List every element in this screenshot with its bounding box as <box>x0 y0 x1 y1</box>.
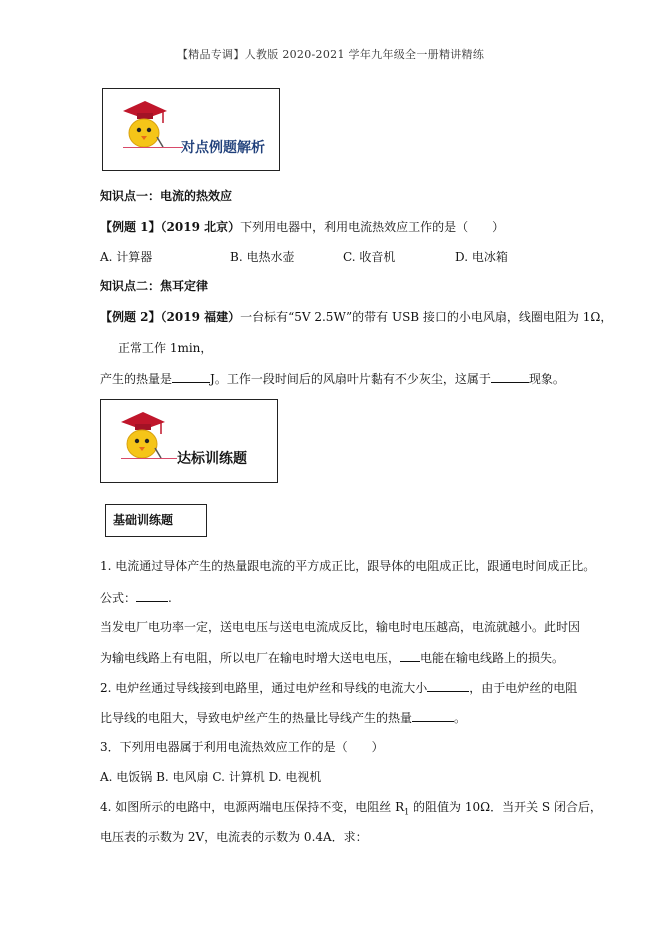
text-fragment: 产生的热量是 <box>100 372 173 386</box>
q1-line-3: 当发电厂电功率一定，送电电压与送电电流成反比，输电时电压越高，电流就越小。此时因 <box>100 620 581 634</box>
text-fragment: 比导线的电阻大，导致电炉丝产生的热量比导线产生的热量 <box>100 711 413 725</box>
example-tag: 【例题 2】 <box>100 310 161 324</box>
text-fragment: 现象。 <box>528 372 565 386</box>
example-source: （2019 北京） <box>160 220 241 234</box>
example-1 <box>100 219 504 235</box>
text-fragment: 电能在输电线路上的损失。 <box>420 651 565 665</box>
answer-blank <box>427 679 469 692</box>
example-2-line-1 <box>100 309 612 325</box>
example-1-option-c: C. 收音机 <box>343 250 396 264</box>
banner-underline <box>121 458 177 459</box>
text-fragment: ，由于电炉丝的电阻 <box>469 681 578 695</box>
q2-line-2 <box>100 709 466 726</box>
example-2-line-3 <box>100 370 565 387</box>
text-fragment: 。 <box>454 711 467 725</box>
example-1-option-b: B. 电热水壶 <box>230 250 295 264</box>
q3-options: A. 电饭锅 B. 电风扇 C. 计算机 D. 电视机 <box>100 770 322 784</box>
page-header: 【精品专调】人教版 2020-2021 学年九年级全一册精讲精练 <box>176 48 485 61</box>
q2-line-1 <box>100 679 577 696</box>
q3-question: 3．下列用电器属于利用电流热效应工作的是（ ） <box>100 740 384 754</box>
q1-line-1: 1. 电流通过导体产生的热量跟电流的平方成正比，跟导体的电阻成正比，跟通电时间成正比。 <box>100 559 596 573</box>
basic-training-box <box>105 504 207 537</box>
graduation-cap-chick-icon <box>119 97 169 149</box>
basic-training-label: 基础训练题 <box>113 513 174 527</box>
q1-line-4 <box>100 649 564 666</box>
example-tag: 【例题 1】 <box>100 220 161 234</box>
banner-title: 达标训练题 <box>177 451 247 467</box>
example-1-option-d: D. 电冰箱 <box>455 250 508 264</box>
text-fragment: 4. 如图所示的电路中，电源两端电压保持不变，电阻丝 R <box>100 800 405 814</box>
banner-training <box>100 399 278 483</box>
answer-blank <box>136 589 168 602</box>
q4-line-2: 电压表的示数为 2V，电流表的示数为 0.4A．求： <box>100 830 368 844</box>
answer-blank <box>400 649 420 662</box>
example-text: 下列用电器中，利用电流热效应工作的是（ ） <box>240 220 505 234</box>
answer-blank <box>412 709 454 722</box>
text-fragment: 的阻值为 10Ω．当开关 S 闭合后， <box>409 800 602 814</box>
graduation-cap-chick-icon <box>117 408 167 460</box>
banner-underline <box>123 147 183 148</box>
text-fragment: 公式： <box>100 591 137 605</box>
answer-blank <box>172 370 210 383</box>
q1-line-2 <box>100 589 172 606</box>
example-source: （2019 福建） <box>160 310 241 324</box>
text-fragment: . <box>168 591 172 605</box>
text-fragment: 2. 电炉丝通过导线接到电路里，通过电炉丝和导线的电流大小 <box>100 681 428 695</box>
example-2-line-2: 正常工作 1min， <box>118 341 213 355</box>
q4-line-1 <box>100 799 602 820</box>
subscript: 1 <box>404 807 410 817</box>
section-heading-2: 知识点二：焦耳定律 <box>100 279 209 293</box>
section-heading-1: 知识点一：电流的热效应 <box>100 189 233 203</box>
text-fragment: 为输电线路上有电阻，所以电厂在输电时增大送电电压， <box>100 651 401 665</box>
answer-blank <box>491 370 529 383</box>
banner-title: 对点例题解析 <box>181 140 265 156</box>
banner-example-analysis <box>102 88 280 171</box>
example-1-option-a: A. 计算器 <box>100 250 153 264</box>
text-fragment: J。工作一段时间后的风扇叶片黏有不少灰尘，这属于 <box>210 372 491 386</box>
example-text: 一台标有“5V 2.5W”的带有 USB 接口的小电风扇，线圈电阻为 1Ω， <box>240 310 613 324</box>
